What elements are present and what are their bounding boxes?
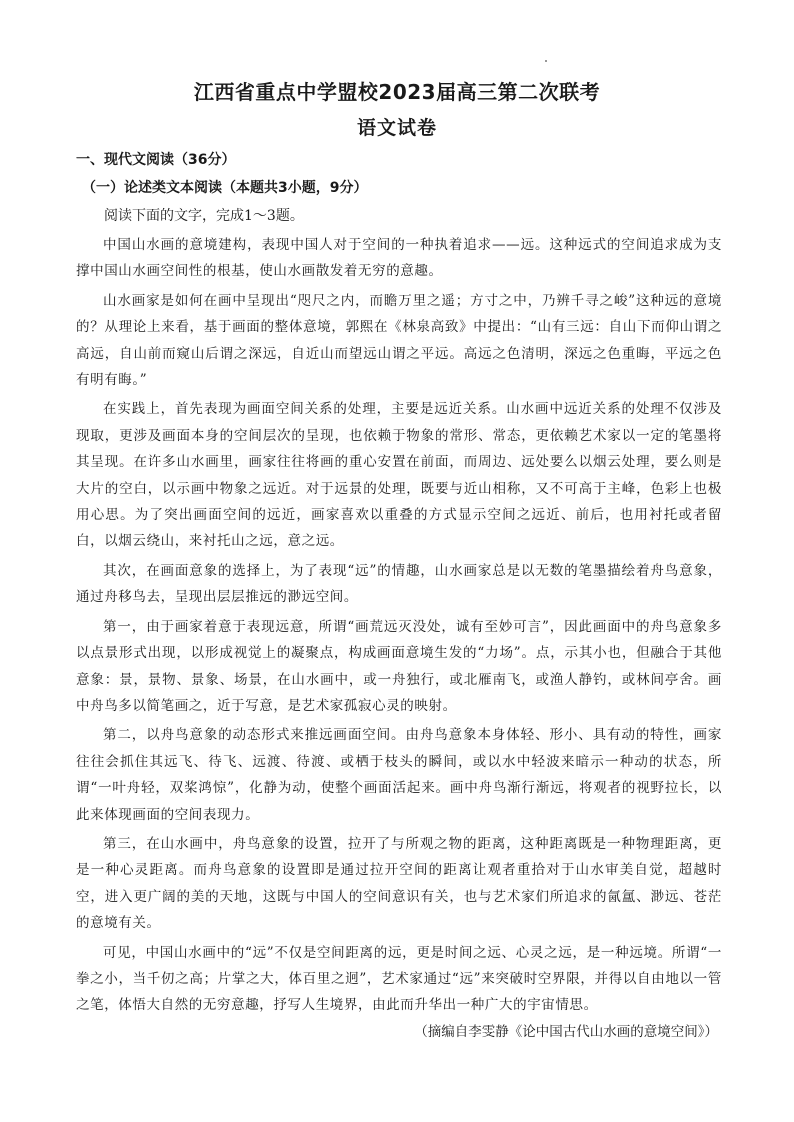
section-heading: 一、现代文阅读（36分）	[76, 152, 236, 168]
paragraph: 山水画家是如何在画中呈现出“咫尺之内，而瞻万里之遥；方寸之中，乃辨千寻之峻”这种远的意境的？从理论上来看，基于画面的整体意境，郭熙在《林泉高致》中提出：“山有三远：自山下而仰山谓之高远，自山前而窥山后谓之深远，自近山而望远山谓之平远。高远之色清明，深远之色重晦，平远之色有明有晦。”	[76, 292, 722, 389]
exam-title: 江西省重点中学盟校2023届高三第二次联考	[193, 80, 601, 104]
scan-speck	[545, 60, 547, 62]
paragraph: 第二，以舟鸟意象的动态形式来推远画面空间。由舟鸟意象本身体轻、形小、具有动的特性，画家往往会抓住其远飞、待飞、远渡、待渡、或栖于枝头的瞬间，或以水中轻波来暗示一种动的状态，所谓“一叶舟轻，双桨鸿惊”，化静为动，使整个画面活起来。画中舟鸟渐行渐远，将观者的视野拉长，以此来体现画面的空间表现力。	[76, 727, 722, 823]
part-heading: （一）论述类文本阅读（本题共3小题，9分）	[82, 180, 368, 196]
paragraph: 可见，中国山水画中的“远”不仅是空间距离的远，更是时间之远、心灵之远，是一种远境。所谓“一拳之小，当千仞之高；片掌之大，体百里之迥”，艺术家通过“远”来突破时空界限，并得以自由地以一管之笔，体悟大自然的无穷意趣，抒写人生境界，由此而升华出一种广大的宇宙情思。	[76, 944, 722, 1014]
paragraph: 第一，由于画家着意于表现远意，所谓“画荒远灭没处，诚有至妙可言”，因此画面中的舟鸟意象多以点景形式出现，以形成视觉上的凝聚点，构成画面意境生发的“力场”。点，示其小也，但融合于其他意象：景，景物、景象、场景，在山水画中，或一舟独行，或北雁南飞，或渔人静钓，或林间亭舍。画中舟鸟多以简笔画之，近于写意，是艺术家孤寂心灵的映射。	[76, 618, 722, 714]
reading-passage	[76, 204, 722, 1022]
instruction-text: 阅读下面的文字，完成1～3题。	[104, 208, 304, 224]
paragraph: 其次，在画面意象的选择上，为了表现“远”的情趣，山水画家总是以无数的笔墨描绘着舟鸟意象，通过舟移鸟去，呈现出层层推远的渺远空间。	[76, 562, 722, 606]
source-citation: （摘编自李雯静《论中国古代山水画的意境空间》）	[414, 1024, 718, 1040]
paragraph: 第三，在山水画中，舟鸟意象的设置，拉开了与所观之物的距离，这种距离既是一种物理距离，更是一种心灵距离。而舟鸟意象的设置即是通过拉开空间的距离让观者重拾对于山水审美自觉，超越时空，进入更广阔的美的天地，这既与中国人的空间意识有关，也与艺术家们所追求的氤氲、渺远、苍茫的意境有关。	[76, 835, 722, 932]
exam-subtitle: 语文试卷	[356, 117, 437, 139]
paragraph: 中国山水画的意境建构，表现中国人对于空间的一种执着追求——远。这种远式的空间追求成为支撑中国山水画空间性的根基，使山水画散发着无穷的意趣。	[76, 237, 722, 280]
paragraph: 在实践上，首先表现为画面空间关系的处理，主要是远近关系。山水画中远近关系的处理不仅涉及现取，更涉及画面本身的空间层次的呈现，也依赖于物象的常形、常态，更依赖艺术家以一定的笔墨将其呈现。在许多山水画里，画家往往将画的重心安置在前面，而周边、远处要么以烟云处理，要么则是大片的空白，以示画中物象之远近。对于远景的处理，既要与近山相称，又不可高于主峰，色彩上也极用心思。为了突出画面空间的远近，画家喜欢以重叠的方式显示空间之远近、前后，也用衬托或者留白，以烟云绕山，来衬托山之远，意之远。	[76, 401, 722, 550]
